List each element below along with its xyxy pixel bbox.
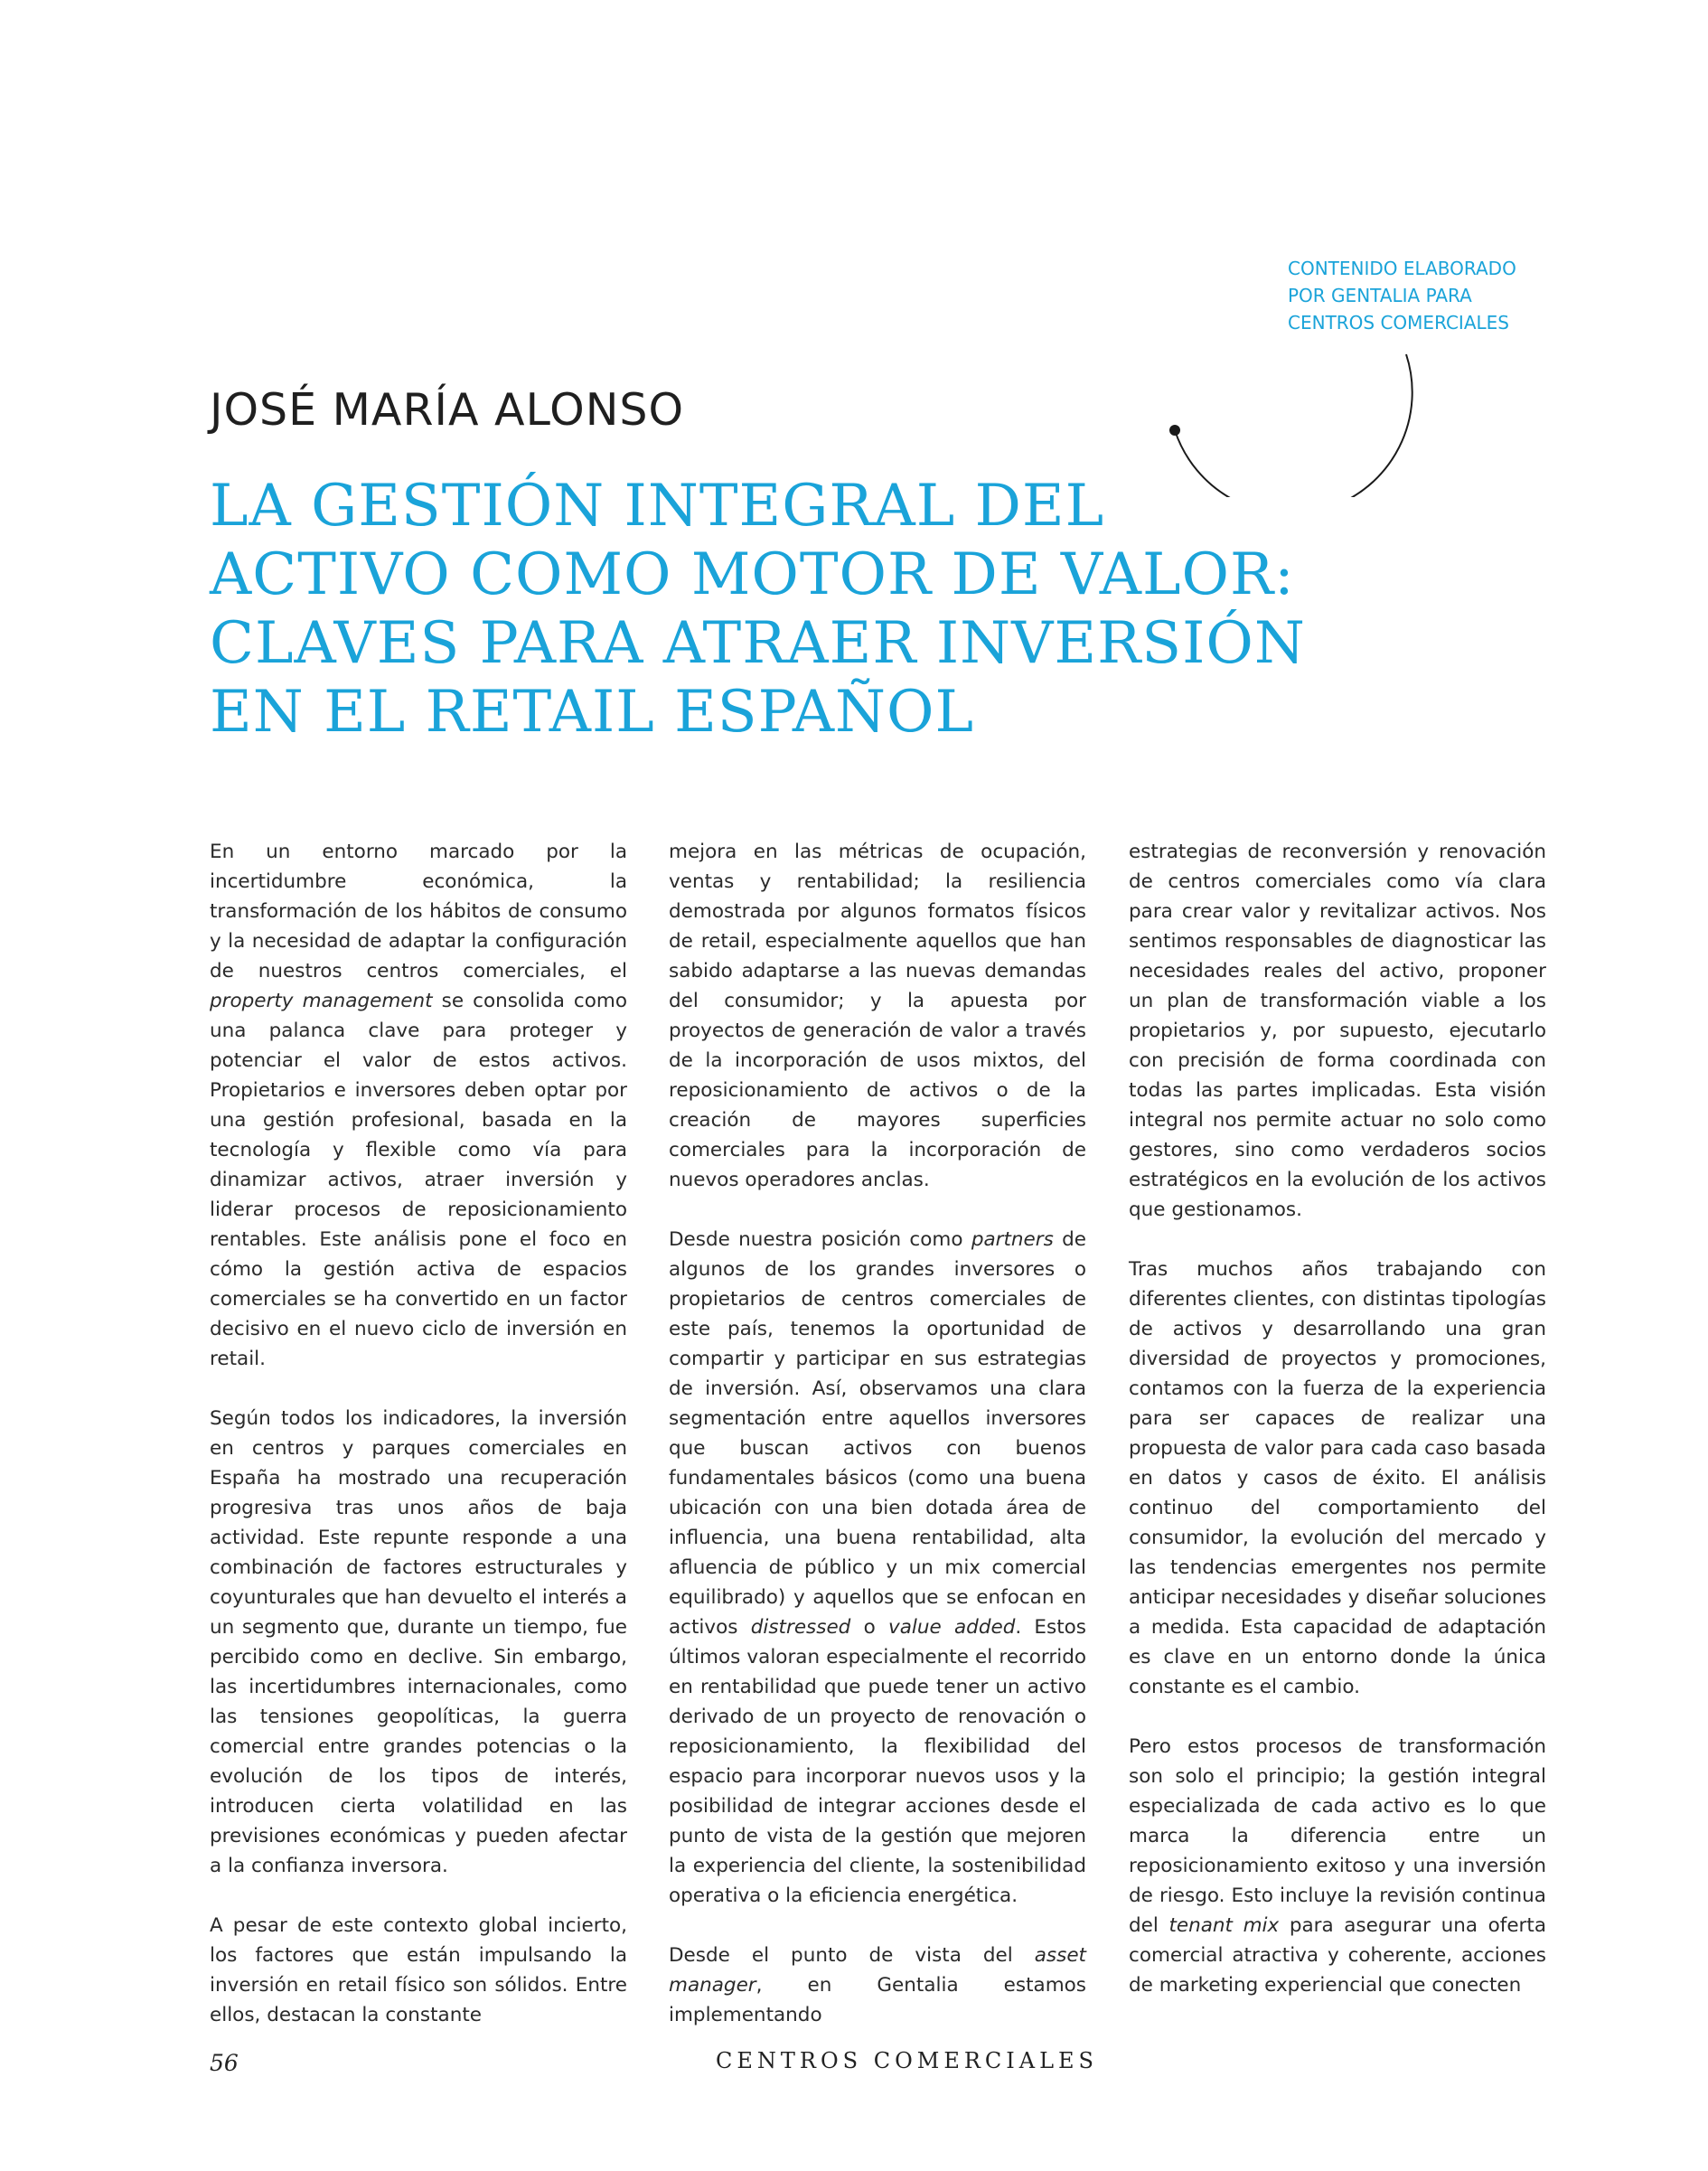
- text-run: para asegurar una oferta comercial atractiva y coherente, acciones de marketing experiencial que conecten: [1129, 1914, 1546, 1997]
- sponsor-line: CONTENIDO ELABORADO: [1288, 258, 1516, 279]
- author-name: JOSÉ MARÍA ALONSO: [210, 384, 685, 436]
- text-run: de algunos de los grandes inversores o propietarios de centros comerciales de este país, tenemos la oportunidad de compartir y participar en sus estrategias de inversión. Así, observamos una clara segmentación entre aquellos inversores que buscan activos con buenos fundamentales básicos (como una buena ubicación con una bien dotada área de influencia, una buena rentabilidad, alta afluencia de público y un mix comercial equilibrado) y aquellos que se enfocan en activos: [669, 1228, 1086, 1639]
- paragraph: mejora en las métricas de ocupación, ventas y rentabilidad; la resiliencia demostrada por algunos formatos físicos de retail, especialmente aquellos que han sabido adaptarse a las nuevas demandas del consumidor; y la apuesta por proyectos de generación de valor a través de la incorporación de usos mixtos, del reposicionamiento de activos o de la creación de mayores superficies comerciales para la incorporación de nuevos operadores anclas.: [669, 841, 1086, 1191]
- sponsor-line: CENTROS COMERCIALES: [1288, 312, 1509, 334]
- article-headline: [210, 472, 1403, 747]
- text-run: , en Gentalia estamos implementando: [669, 1974, 1086, 2026]
- text-run: . Estos últimos valoran especialmente el recorrido en rentabilidad que puede tener un activo derivado de un proyecto de renovación o reposicionamiento, la flexibilidad del espacio para incorporar nuevos usos y la posibilidad de integrar acciones desde el punto de vista de la gestión que mejoren la experiencia del cliente, la sostenibilidad operativa o la eficiencia energética.: [669, 1616, 1087, 1907]
- body-column-3: [1129, 837, 1546, 2030]
- paragraph: [1129, 1732, 1546, 2000]
- paragraph: estrategias de reconversión y renovación de centros comerciales como vía clara para crear valor y revitalizar activos. Nos sentimos responsables de diagnosticar las necesidades reales del activo, proponer un plan de transformación viable a los propietarios y, por supuesto, ejecutarlo con precisión de forma coordinada con todas las partes implicadas. Esta visión integral nos permite actuar no solo como gestores, sino como verdaderos socios estratégicos en la evolución de los activos que gestionamos.: [1129, 841, 1546, 1221]
- italic-term: value added: [888, 1616, 1016, 1639]
- italic-term: property management: [210, 990, 433, 1012]
- sponsor-note: [1288, 255, 1577, 336]
- italic-term: asset manager: [669, 1944, 1086, 1997]
- text-run: se consolida como una palanca clave para proteger y potenciar el valor de estos activos. Propietarios e inversores deben optar por una gestión profesional, basada en la tecnología y flexible como vía para dinamizar activos, atraer inversión y liderar procesos de reposicionamiento rentables. Este análisis pone el foco en cómo la gestión activa de espacios comerciales se ha convertido en un factor decisivo en el nuevo ciclo de inversión en retail.: [210, 990, 627, 1370]
- paragraph: [669, 1225, 1086, 1911]
- headline-line: EN EL RETAIL ESPAÑOL: [210, 679, 974, 746]
- text-run: Desde nuestra posición como: [669, 1228, 971, 1251]
- sponsor-line: POR GENTALIA PARA: [1288, 285, 1472, 306]
- italic-term: partners: [971, 1228, 1054, 1251]
- text-run: o: [850, 1616, 889, 1639]
- italic-term: tenant mix: [1168, 1914, 1280, 1937]
- text-run: En un entorno marcado por la incertidumbre económica, la transformación de los hábitos de consumo y la necesidad de adaptar la configuración de nuestros centros comerciales, el: [210, 841, 627, 982]
- paragraph: Según todos los indicadores, la inversión en centros y parques comerciales en España ha mostrado una recuperación progresiva tras unos años de baja actividad. Este repunte responde a una combinación de factores estructurales y coyunturales que han devuelto el interés a un segmento que, durante un tiempo, fue percibido como en declive. Sin embargo, las incertidumbres internacionales, como las tensiones geopolíticas, la guerra comercial entre grandes potencias o la evolución de los tipos de interés, introducen cierta volatilidad en las previsiones económicas y pueden afectar a la confianza inversora.: [210, 1407, 627, 1877]
- italic-term: distressed: [750, 1616, 851, 1639]
- paragraph: [210, 837, 627, 1374]
- page-number: 56: [210, 2050, 239, 2076]
- magazine-name: CENTROS COMERCIALES: [716, 2048, 1098, 2073]
- paragraph: [669, 1941, 1086, 2030]
- body-column-2: [669, 837, 1086, 2060]
- headline-line: LA GESTIÓN INTEGRAL DEL: [210, 473, 1105, 540]
- headline-line: CLAVES PARA ATRAER INVERSIÓN: [210, 610, 1306, 677]
- paragraph: Tras muchos años trabajando con diferentes clientes, con distintas tipologías de activos y desarrollando una gran diversidad de proyectos y promociones, contamos con la fuerza de la experiencia para ser capaces de realizar una propuesta de valor para cada caso basada en datos y casos de éxito. El análisis continuo del comportamiento del consumidor, la evolución del mercado y las tendencias emergentes nos permite anticipar necesidades y diseñar soluciones a medida. Esta capacidad de adaptación es clave en un entorno donde la única constante es el cambio.: [1129, 1258, 1546, 1698]
- paragraph: A pesar de este contexto global incierto, los factores que están impulsando la inversión en retail físico son sólidos. Entre ellos, destacan la constante: [210, 1914, 627, 2026]
- body-column-1: [210, 837, 627, 2060]
- text-run: Pero estos procesos de transformación son solo el principio; la gestión integral especializada de cada activo es lo que marca la diferencia entre un reposicionamiento exitoso y una inversión de riesgo. Esto incluye la revisión continua del: [1129, 1735, 1546, 1937]
- text-run: Desde el punto de vista del: [669, 1944, 1035, 1967]
- headline-line: ACTIVO COMO MOTOR DE VALOR:: [210, 541, 1295, 608]
